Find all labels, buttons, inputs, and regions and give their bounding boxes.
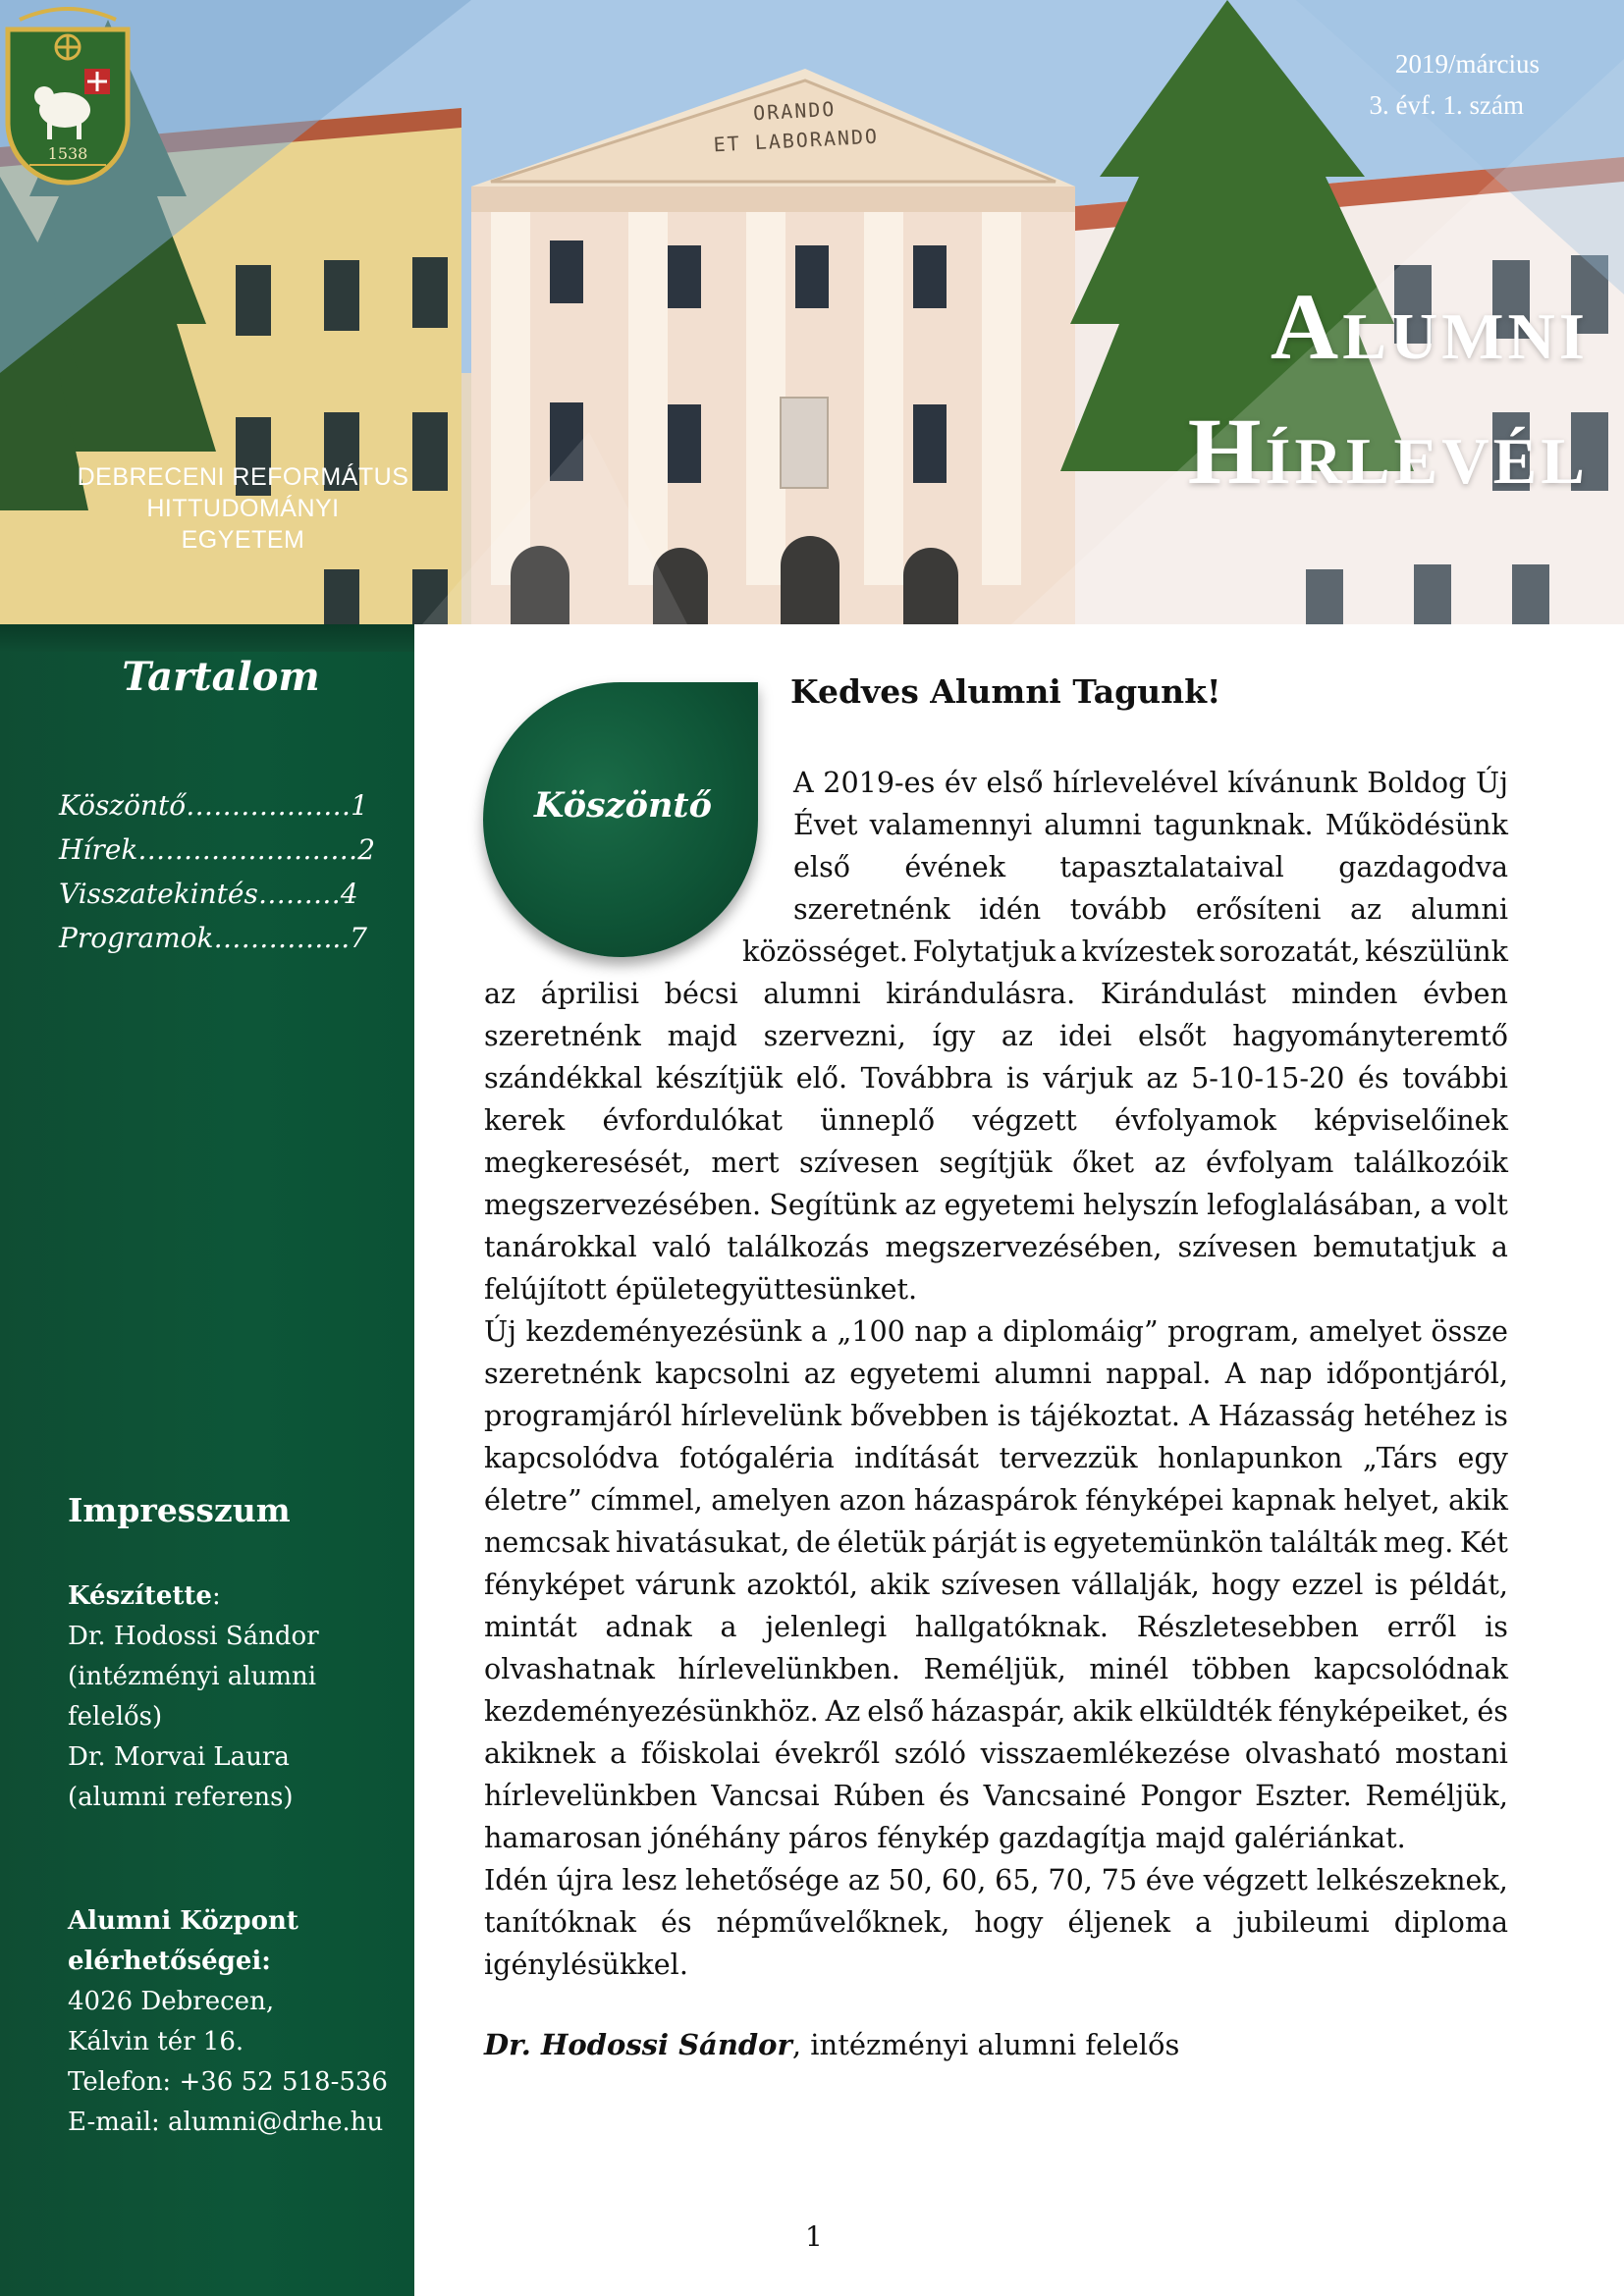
article-line: igénylésükkel. xyxy=(484,1948,688,1981)
header-banner xyxy=(0,0,1624,624)
inscription-line-2: ET LABORANDO xyxy=(713,124,880,157)
impresszum-title: Impresszum xyxy=(68,1491,291,1529)
article-line: fényképet várunk azoktól, akik szívesen vállalják, hogy ezzel is példát, xyxy=(484,1568,1508,1601)
sidebar-top-fold xyxy=(0,624,414,652)
made-by-line: (alumni referens) xyxy=(68,1783,294,1812)
made-by-colon: : xyxy=(211,1581,221,1611)
toc-title: Tartalom xyxy=(122,654,320,700)
article-line: hírlevelünkben Vancsai Rúben és Vancsainé Pongor Eszter. Reméljük, xyxy=(484,1779,1508,1812)
contact-heading-line-2: elérhetőségei: xyxy=(68,1947,271,1976)
article-signature xyxy=(484,2028,1179,2061)
article-line: kezdeményezésünkhöz. Az első házaspár, akik elküldték fényképeiket, és xyxy=(484,1694,1508,1728)
article-line: szeretnénk idén tovább erősíteni az alumni xyxy=(793,892,1508,926)
contact-email-link[interactable]: E-mail: alumni@drhe.hu xyxy=(68,2108,384,2137)
article-line: tanítóknak és népművelőknek, hogy éljenek a jubileumi diploma xyxy=(484,1905,1508,1939)
article-line: életre” címmel, amelyen azon házaspárok fényképei kapnak helyet, akik xyxy=(484,1483,1508,1517)
signature-role: , intézményi alumni felelős xyxy=(791,2028,1180,2061)
article-line: Idén újra lesz lehetősége az 50, 60, 65, 70, 75 éve végzett lelkészeknek, xyxy=(484,1863,1508,1896)
contact-address-line: Kálvin tér 16. xyxy=(68,2027,244,2056)
greeting-heading: Kedves Alumni Tagunk! xyxy=(790,672,1221,711)
article-line: szeretnénk majd szervezni, így az idei elsőt hagyományteremtő xyxy=(484,1019,1508,1052)
article-line: szeretnénk kapcsolni az egyetemi alumni nappal. A nap időpontjáról, xyxy=(484,1357,1508,1390)
made-by-line: (intézményi alumni xyxy=(68,1662,317,1691)
made-by-line: Dr. Morvai Laura xyxy=(68,1742,290,1772)
toc-item-koszonto[interactable]: Köszöntő………………1 xyxy=(59,789,368,822)
inscription-line-1: ORANDO xyxy=(752,96,837,126)
university-crest-icon xyxy=(0,0,135,191)
made-by-heading xyxy=(68,1576,402,1617)
article-line: olvashatnak hírlevelünkben. Reméljük, minél többen kapcsolódnak xyxy=(484,1652,1508,1685)
toc-item-programok[interactable]: Programok…………...7 xyxy=(59,922,367,954)
table-of-contents xyxy=(59,783,383,960)
article-line: Új kezdeményezésünk a „100 nap a diplomáig” program, amelyet össze xyxy=(484,1314,1508,1348)
issue-date: 2019/március xyxy=(1395,49,1540,79)
article-line: közösséget. Folytatjuk a kvízestek sorozatát, készülünk xyxy=(742,934,1508,968)
made-by-line: felelős) xyxy=(68,1702,163,1732)
university-name xyxy=(69,461,417,556)
impresszum-contact xyxy=(68,1901,402,2143)
issue-number: 3. évf. 1. szám xyxy=(1369,90,1524,120)
article-line: mintát adnak a jelenlegi hallgatóknak. Részletesebben erről is xyxy=(484,1610,1508,1643)
article-line: programjáról hírlevelünk bővebben is tájékoztat. A Házasság hetéhez is xyxy=(484,1399,1508,1432)
article-line: szándékkal készítjük elő. Továbbra is várjuk az 5-10-15-20 és további xyxy=(484,1061,1508,1095)
newsletter-title xyxy=(1078,265,1589,513)
university-name-line-2: HITTUDOMÁNYI xyxy=(146,495,340,522)
article-line: A 2019-es év első hírlevelével kívánunk Boldog Új xyxy=(793,766,1508,799)
article-line: Évet valamennyi alumni tagunknak. Működésünk xyxy=(793,808,1508,841)
signature-name: Dr. Hodossi Sándor xyxy=(484,2028,792,2061)
newsletter-title-line-1: Alumni xyxy=(1270,274,1589,379)
toc-item-visszatekintes[interactable]: Visszatekintés………4 xyxy=(59,878,358,910)
toc-item-hirek[interactable]: Hírek……………………2 xyxy=(59,833,376,866)
article-line: megkeresését, mert szívesen segítjük őket az évfolyam találkozóik xyxy=(484,1146,1508,1179)
article-line: tanárokkal való találkozás megszervezésében, szívesen bemutatjuk a xyxy=(484,1230,1508,1263)
article-body xyxy=(484,762,1508,1986)
article-line: megszervezésében. Segítünk az egyetemi helyszín lefoglalásában, a volt xyxy=(484,1188,1508,1221)
building-inscription xyxy=(686,90,905,160)
article-line: nemcsak hivatásukat, de életük párját is egyetemünkön találták meg. Két xyxy=(484,1525,1508,1559)
article-line: első évének tapasztalataival gazdagodva xyxy=(793,850,1508,883)
made-by-label: Készítette xyxy=(68,1581,212,1611)
page-number: 1 xyxy=(805,2220,823,2253)
newsletter-title-line-2: Hírlevél xyxy=(1187,398,1589,504)
contact-heading-line-1: Alumni Központ xyxy=(68,1906,298,1936)
university-name-line-3: EGYETEM xyxy=(181,526,305,554)
university-name-line-1: DEBRECENI REFORMÁTUS xyxy=(77,463,409,491)
article-line: kerek évfordulókat ünneplő végzett évfolyamok képviselőinek xyxy=(484,1103,1508,1137)
contact-address-line: 4026 Debrecen, xyxy=(68,1987,275,2016)
article-line: akiknek a főiskolai évekről szóló visszaemlékezése olvasható mostani xyxy=(484,1736,1508,1770)
article-line: kapcsolódva fotógaléria indítását tervezzük honlapunkon „Társ egy xyxy=(484,1441,1508,1474)
svg-text:1538: 1538 xyxy=(47,144,88,163)
article-line: felújított épületegyüttesünket. xyxy=(484,1272,918,1306)
impresszum-made-by xyxy=(68,1576,402,1818)
made-by-line: Dr. Hodossi Sándor xyxy=(68,1622,319,1651)
article-line: hamarosan jónéhány páros fénykép gazdagítja majd galériánkat. xyxy=(484,1821,1406,1854)
section-badge-label: Köszöntő xyxy=(534,785,712,826)
article-line: az áprilisi bécsi alumni kirándulásra. Kirándulást minden évben xyxy=(484,977,1508,1010)
contact-phone: Telefon: +36 52 518-536 xyxy=(68,2067,388,2097)
